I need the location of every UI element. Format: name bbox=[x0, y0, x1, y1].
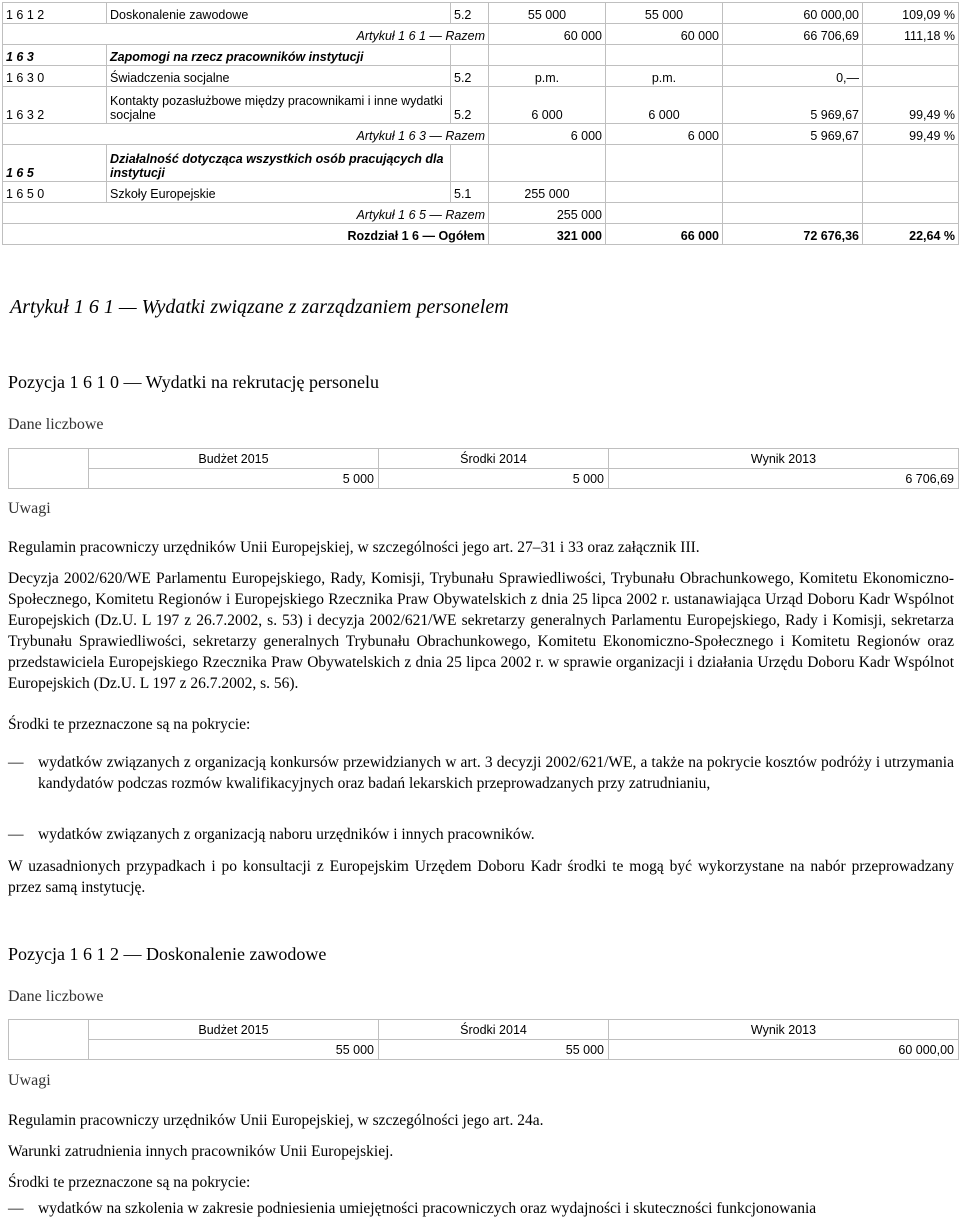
value-percent bbox=[863, 45, 959, 66]
row-ref: 5.2 bbox=[451, 87, 489, 124]
header-result-2013: Wynik 2013 bbox=[609, 1020, 959, 1040]
row-code: 1 6 3 0 bbox=[3, 66, 107, 87]
dash-bullet: — bbox=[8, 754, 24, 771]
article-heading: Artykuł 1 6 1 — Wydatki związane z zarządzaniem personelem bbox=[10, 296, 509, 318]
value-percent: 111,18 % bbox=[863, 24, 959, 45]
row-code: 1 6 3 2 bbox=[3, 87, 107, 124]
value-funds-2014 bbox=[606, 145, 723, 182]
value-percent bbox=[863, 66, 959, 87]
value-funds-2014: 6 000 bbox=[606, 87, 723, 124]
table-row bbox=[3, 224, 959, 245]
row-label: Doskonalenie zawodowe bbox=[107, 3, 451, 24]
row-ref: 5.2 bbox=[451, 3, 489, 24]
list-item bbox=[8, 824, 954, 845]
position-1612-figures-table bbox=[8, 1019, 959, 1060]
row-label: Artykuł 1 6 5 — Razem bbox=[3, 203, 489, 224]
value-funds-2014: p.m. bbox=[606, 66, 723, 87]
value-result-2013: 60 000,00 bbox=[723, 3, 863, 24]
value-percent: 99,49 % bbox=[863, 87, 959, 124]
paragraph: Regulamin pracowniczy urzędników Unii Europejskiej, w szczególności jego art. 24a. bbox=[8, 1112, 544, 1129]
row-label: Kontakty pozasłużbowe między pracownikami i inne wydatki socjalne bbox=[107, 87, 451, 124]
value-budget-2015 bbox=[489, 145, 606, 182]
value-funds-2014: 6 000 bbox=[606, 124, 723, 145]
value-result-2013: 6 706,69 bbox=[609, 469, 959, 489]
value-budget-2015: 60 000 bbox=[489, 24, 606, 45]
value-funds-2014: 66 000 bbox=[606, 224, 723, 245]
table-row bbox=[3, 203, 959, 224]
row-ref bbox=[451, 145, 489, 182]
row-label: Szkoły Europejskie bbox=[107, 182, 451, 203]
table-row bbox=[3, 24, 959, 45]
position-1612-remarks-label: Uwagi bbox=[8, 1072, 51, 1089]
value-result-2013 bbox=[723, 145, 863, 182]
value-budget-2015: 55 000 bbox=[489, 3, 606, 24]
table-cell-blank bbox=[9, 1020, 89, 1060]
row-ref bbox=[451, 45, 489, 66]
dash-bullet: — bbox=[8, 826, 24, 843]
list-item-text: wydatków związanych z organizacją konkursów przewidzianych w art. 3 decyzji 2002/621/WE, a także na pokrycie kosztów podróży i utrzymania kandydatów podczas rozmów kwalifikacyjnych oraz badań lekarskich przeprowadzanych przy zatrudnianiu, bbox=[38, 754, 954, 792]
header-budget-2015: Budżet 2015 bbox=[89, 449, 379, 469]
value-result-2013 bbox=[723, 182, 863, 203]
table-row bbox=[3, 145, 959, 182]
budget-table bbox=[2, 2, 959, 245]
paragraph: Decyzja 2002/620/WE Parlamentu Europejskiego, Rady, Komisji, Trybunału Sprawiedliwości, Trybunału Obrachunkowego, Komitetu Ekonomiczno-Społecznego, Komitetu Regionów i Europejskiego Rzecznika Praw Obywatelskich z dnia 25 lipca 2002 r. ustanawiająca Urząd Doboru Kadr Wspólnot Europejskich (Dz.U. L 197 z 26.7.2002, s. 53) i decyzja 2002/621/WE sekretarzy generalnych Parlamentu Europejskiego, Rady i Komisji, sekretarza Trybunału Sprawiedliwości, sekretarzy generalnych Trybunału Obrachunkowego, Komitetu Ekonomiczno-Społecznego i Komitetu Regionów oraz przedstawiciela Europejskiego Rzecznika Praw Obywatelskich z dnia 25 lipca 2002 r. w sprawie organizacji i działania Urzędu Doboru Kadr Wspólnot Europejskich (Dz.U. L 197 z 26.7.2002, s. 56). bbox=[8, 570, 954, 692]
value-budget-2015: p.m. bbox=[489, 66, 606, 87]
table-row bbox=[3, 45, 959, 66]
value-funds-2014: 60 000 bbox=[606, 24, 723, 45]
value-result-2013: 5 969,67 bbox=[723, 124, 863, 145]
value-budget-2015: 321 000 bbox=[489, 224, 606, 245]
row-label: Świadczenia socjalne bbox=[107, 66, 451, 87]
value-percent: 22,64 % bbox=[863, 224, 959, 245]
position-1612-figures-label: Dane liczbowe bbox=[8, 988, 104, 1005]
row-ref: 5.2 bbox=[451, 66, 489, 87]
list-item bbox=[8, 1198, 954, 1219]
value-budget-2015: 5 000 bbox=[89, 469, 379, 489]
table-row bbox=[3, 182, 959, 203]
header-budget-2015: Budżet 2015 bbox=[89, 1020, 379, 1040]
list-item-text: wydatków na szkolenia w zakresie podniesienia umiejętności pracowniczych oraz wydajności i skuteczności funkcjonowania bbox=[38, 1200, 817, 1217]
row-code: 1 6 3 bbox=[3, 45, 107, 66]
value-budget-2015: 255 000 bbox=[489, 182, 606, 203]
table-row bbox=[3, 87, 959, 124]
value-funds-2014 bbox=[606, 45, 723, 66]
header-funds-2014: Środki 2014 bbox=[379, 1020, 609, 1040]
header-result-2013: Wynik 2013 bbox=[609, 449, 959, 469]
list-item-text: wydatków związanych z organizacją naboru urzędników i innych pracowników. bbox=[38, 826, 535, 843]
value-funds-2014: 55 000 bbox=[606, 3, 723, 24]
value-budget-2015 bbox=[489, 45, 606, 66]
value-result-2013: 72 676,36 bbox=[723, 224, 863, 245]
position-1612-title: Pozycja 1 6 1 2 — Doskonalenie zawodowe bbox=[8, 944, 327, 964]
value-result-2013: 5 969,67 bbox=[723, 87, 863, 124]
position-1610-remarks-label: Uwagi bbox=[8, 500, 51, 517]
value-result-2013 bbox=[723, 45, 863, 66]
value-result-2013: 0,— bbox=[723, 66, 863, 87]
paragraph: Środki te przeznaczone są na pokrycie: bbox=[8, 1174, 251, 1191]
list-item bbox=[8, 752, 954, 794]
value-result-2013 bbox=[723, 203, 863, 224]
value-result-2013: 60 000,00 bbox=[609, 1040, 959, 1060]
table-row bbox=[3, 3, 959, 24]
row-label: Działalność dotycząca wszystkich osób pracujących dla instytucji bbox=[107, 145, 451, 182]
value-percent bbox=[863, 145, 959, 182]
value-budget-2015: 6 000 bbox=[489, 87, 606, 124]
row-label: Rozdział 1 6 — Ogółem bbox=[3, 224, 489, 245]
position-1610-figures-table bbox=[8, 448, 959, 489]
paragraph: Regulamin pracowniczy urzędników Unii Europejskiej, w szczególności jego art. 27–31 i 33 oraz załącznik III. bbox=[8, 539, 700, 556]
table-cell-blank bbox=[9, 449, 89, 489]
value-budget-2015: 255 000 bbox=[489, 203, 606, 224]
row-code: 1 6 5 bbox=[3, 145, 107, 182]
value-funds-2014 bbox=[606, 182, 723, 203]
paragraph: Środki te przeznaczone są na pokrycie: bbox=[8, 716, 251, 733]
value-budget-2015: 6 000 bbox=[489, 124, 606, 145]
paragraph: W uzasadnionych przypadkach i po konsultacji z Europejskim Urzędem Doboru Kadr środki te mogą być wykorzystane na nabór przeprowadzany przez samą instytucję. bbox=[8, 858, 954, 896]
value-percent bbox=[863, 182, 959, 203]
value-funds-2014: 5 000 bbox=[379, 469, 609, 489]
dash-bullet: — bbox=[8, 1200, 24, 1217]
table-row bbox=[3, 66, 959, 87]
table-row bbox=[3, 124, 959, 145]
paragraph: Warunki zatrudnienia innych pracowników Unii Europejskiej. bbox=[8, 1143, 394, 1160]
row-ref: 5.1 bbox=[451, 182, 489, 203]
position-1610-figures-label: Dane liczbowe bbox=[8, 416, 104, 433]
row-label: Artykuł 1 6 1 — Razem bbox=[3, 24, 489, 45]
position-1610-title: Pozycja 1 6 1 0 — Wydatki na rekrutację personelu bbox=[8, 372, 379, 392]
header-funds-2014: Środki 2014 bbox=[379, 449, 609, 469]
value-funds-2014: 55 000 bbox=[379, 1040, 609, 1060]
value-result-2013: 66 706,69 bbox=[723, 24, 863, 45]
row-code: 1 6 5 0 bbox=[3, 182, 107, 203]
value-percent: 109,09 % bbox=[863, 3, 959, 24]
row-label: Zapomogi na rzecz pracowników instytucji bbox=[107, 45, 451, 66]
row-label: Artykuł 1 6 3 — Razem bbox=[3, 124, 489, 145]
value-percent bbox=[863, 203, 959, 224]
value-funds-2014 bbox=[606, 203, 723, 224]
value-percent: 99,49 % bbox=[863, 124, 959, 145]
value-budget-2015: 55 000 bbox=[89, 1040, 379, 1060]
row-code: 1 6 1 2 bbox=[3, 3, 107, 24]
